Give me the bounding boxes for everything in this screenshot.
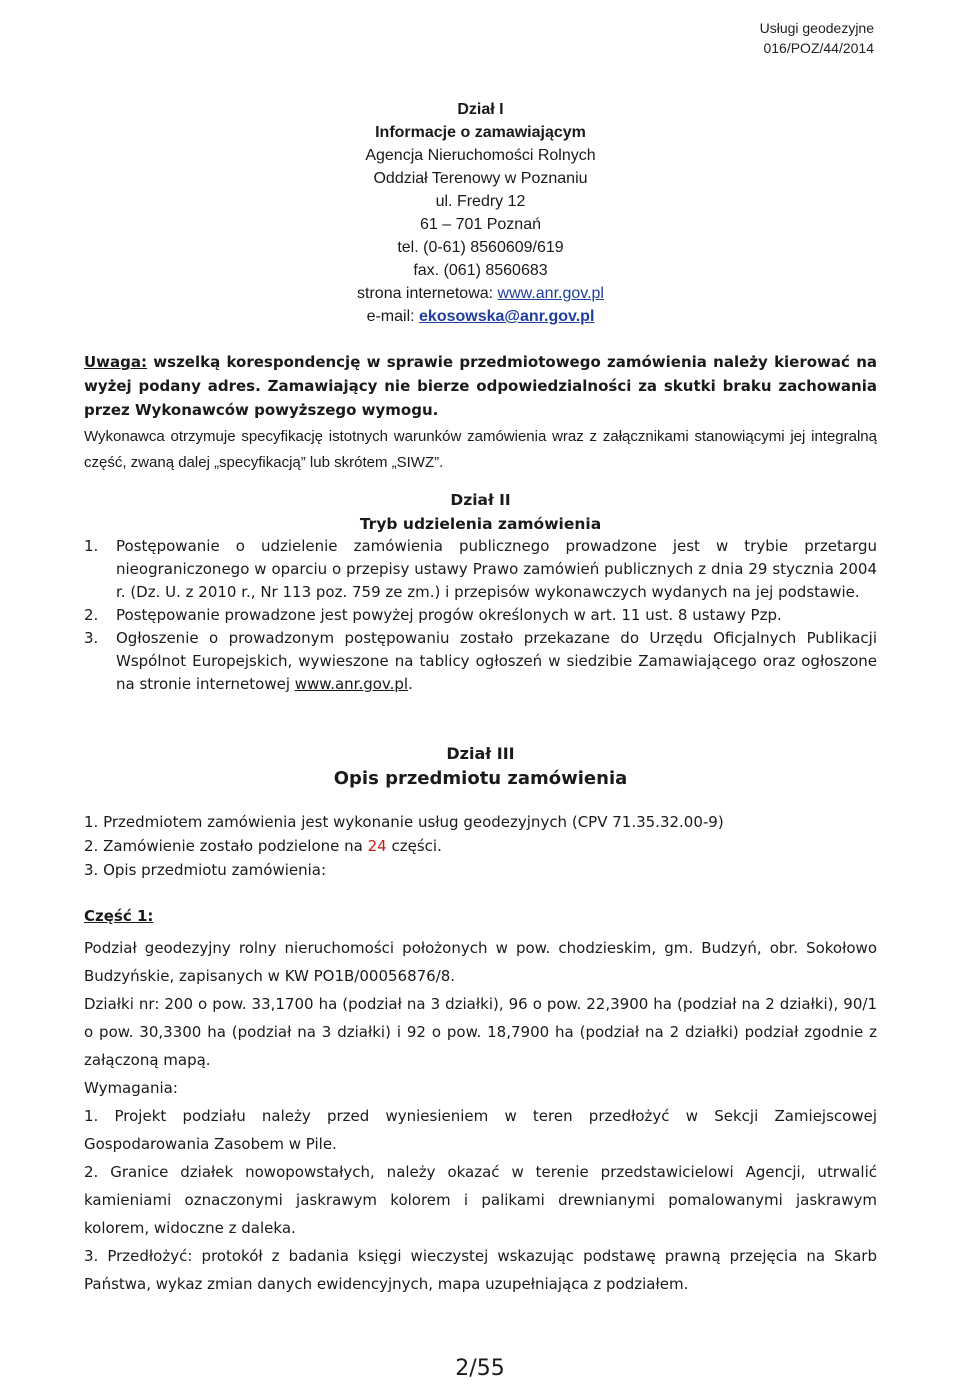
part-1-plots: Działki nr: 200 o pow. 33,1700 ha (podział na 3 działki), 96 o pow. 22,3900 ha (podział na 2 działki), 90/1 o pow. 30,3300 ha (podział na 3 działki) i 92 o pow. 18,7900 ha (podział na 2 działki) podział zgodnie z załączoną mapą. [84, 995, 877, 1069]
list-text: Ogłoszenie o prowadzonym postępowaniu zostało przekazane do Urzędu Oficjalnych Publikacji Wspólnot Europejskich, wywieszone na tablicy ogłoszeń w siedzibie Zamawiającego oraz ogłoszone na stronie internetowej [116, 629, 877, 693]
header-title: Usługi geodezyjne [759, 20, 874, 36]
phone-number: tel. (0-61) 8560609/619 [397, 239, 564, 256]
procurement-link[interactable]: www.anr.gov.pl [294, 675, 409, 693]
list-number: 1. [84, 537, 99, 555]
section-1-contact [84, 98, 877, 328]
section-3-heading [84, 742, 877, 792]
part-1-description: Podział geodezyjny rolny nieruchomości położonych w pow. chodzieskim, gm. Budzyń, obr. Sokołowo Budzyńskie, zapisanych w KW PO1B/00056876/8. [84, 939, 877, 985]
page-number: 2/55 [455, 1356, 505, 1381]
section-1-title: Dział I [457, 101, 504, 118]
list-item [84, 627, 877, 696]
list-item [84, 535, 877, 604]
section-2-title: Dział II [450, 491, 511, 509]
list-number: 2. [84, 606, 99, 624]
org-name: Agencja Nieruchomości Rolnych [365, 147, 596, 164]
fax-number: fax. (061) 8560683 [413, 262, 548, 279]
city-address: 61 – 701 Poznań [420, 216, 541, 233]
requirement-item: 1. Projekt podziału należy przed wyniesieniem w teren przedłożyć w Sekcji Zamiejscowej Gospodarowania Zasobem w Pile. [84, 1107, 877, 1153]
list-text: Postępowanie o udzielenie zamówienia publicznego prowadzone jest w trybie przetargu nieograniczonego w oparciu o przepisy ustawy Prawo zamówień publicznych z dnia 29 stycznia 2004 r. (Dz. U. z 2010 r., Nr 113 poz. 759 ze zm.) i przepisów wykonawczych wydanych na jej podstawie. [116, 537, 877, 601]
notice-block [84, 350, 877, 476]
street-address: ul. Fredry 12 [435, 193, 526, 210]
item-2-text: 2. Zamówienie zostało podzielone na [84, 837, 368, 855]
part-1-title: Część 1: [84, 907, 154, 925]
requirement-item: 2. Granice działek nowopowstałych, należy okazać w terenie przedstawicielowi Agencji, utrwalić kamieniami oznaczonymi jaskrawym kolorem i palikami drewnianymi pomalowanymi jaskrawym kolorem, widoczne z daleka. [84, 1163, 877, 1237]
section-3-title: Dział III [446, 744, 515, 763]
section-3-list [84, 810, 877, 882]
email-link[interactable]: ekosowska@anr.gov.pl [419, 308, 595, 325]
notice-label: Uwaga: [84, 353, 148, 371]
email-label: e-mail: [366, 308, 420, 325]
section-3-subtitle: Opis przedmiotu zamówienia [333, 768, 628, 789]
website-line [84, 282, 877, 305]
section-1-subtitle: Informacje o zamawiającym [375, 124, 586, 141]
requirements-label: Wymagania: [84, 1079, 178, 1097]
notice-paragraph [84, 350, 877, 422]
list-number: 3. [84, 629, 99, 647]
section-2-heading [84, 488, 877, 536]
notice-text: wszelką korespondencję w sprawie przedmiotowego zamówienia należy kierować na wyżej podany adres. Zamawiający nie bierze odpowiedzialności za skutki braku zachowania przez Wykonawców powyższego wymogu. [84, 353, 877, 419]
branch-name: Oddział Terenowy w Poznaniu [373, 170, 588, 187]
website-link[interactable]: www.anr.gov.pl [497, 285, 604, 302]
section-3-item-1: 1. Przedmiotem zamówienia jest wykonanie usług geodezyjnych (CPV 71.35.32.00-9) [84, 813, 724, 831]
section-3-item-3: 3. Opis przedmiotu zamówienia: [84, 861, 327, 879]
section-2-subtitle: Tryb udzielenia zamówienia [359, 515, 602, 533]
item-2-tail: części. [386, 837, 442, 855]
email-line [84, 305, 877, 328]
header-reference: 016/POZ/44/2014 [763, 40, 874, 56]
requirement-item: 3. Przedłożyć: protokół z badania księgi wieczystej wskazując podstawę prawną przejęcia na Skarb Państwa, wykaz zmian danych ewidencyjnych, mapa uzupełniająca z podziałem. [84, 1247, 877, 1293]
page-header [760, 18, 874, 58]
list-item [84, 604, 877, 627]
list-text-tail: . [408, 675, 413, 693]
spec-paragraph: Wykonawca otrzymuje specyfikację istotnych warunków zamówienia wraz z załącznikami stanowiącymi jej integralną część, zwaną dalej „specyfikacją” lub skrótem „SIWZ”. [84, 428, 877, 471]
part-1-block [84, 902, 877, 1298]
website-label: strona internetowa: [357, 285, 498, 302]
section-3-item-2 [84, 834, 877, 858]
section-2-list [84, 535, 877, 696]
list-text: Postępowanie prowadzone jest powyżej progów określonych w art. 11 ust. 8 ustawy Pzp. [116, 606, 782, 624]
parts-count: 24 [367, 837, 387, 855]
